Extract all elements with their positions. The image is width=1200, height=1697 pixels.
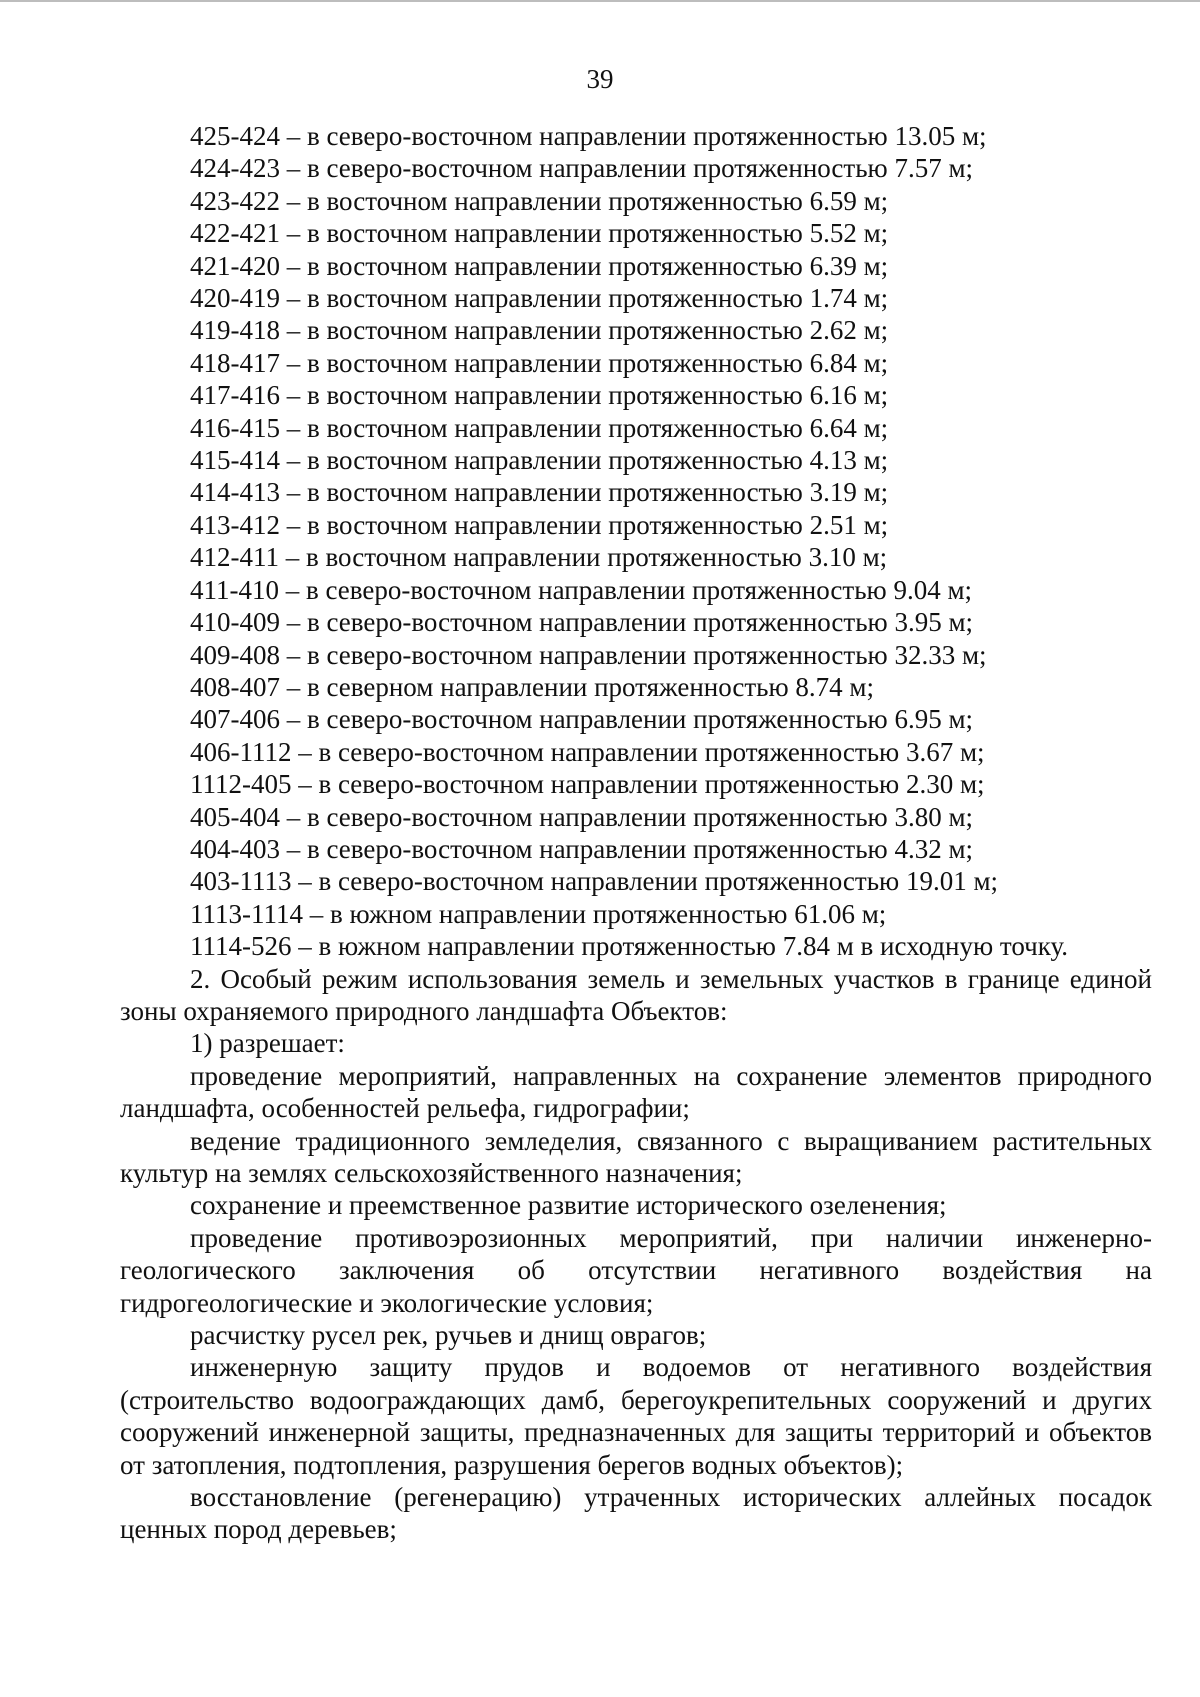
boundary-segment: 423-422 – в восточном направлении протяженностью 6.59 м;: [190, 185, 889, 216]
boundary-segment: 414-413 – в восточном направлении протяженностью 3.19 м;: [190, 477, 889, 508]
boundary-segment: 417-416 – в восточном направлении протяженностью 6.16 м;: [190, 380, 889, 411]
boundary-segment: 415-414 – в восточном направлении протяженностью 4.13 м;: [190, 445, 889, 476]
boundary-segment: 406-1112 – в северо-восточном направлении протяженностью 3.67 м;: [190, 736, 985, 767]
permitted-item: инженерную защиту прудов и водоемов от негативного воздействия (строительство водоограждающих дамб, берегоукрепительных сооружений и других сооружений инженерной защиты, предназначенных для защиты территорий и объектов от затопления, подтопления, разрушения берегов водных объектов);: [120, 1352, 1152, 1480]
page-top-rule: [0, 0, 1200, 2]
boundary-segment: 407-406 – в северо-восточном направлении протяженностью 6.95 м;: [190, 704, 974, 735]
permitted-item: ведение традиционного земледелия, связанного с выращиванием растительных культур на землях сельскохозяйственного назначения;: [120, 1125, 1152, 1188]
boundary-segment: 412-411 – в восточном направлении протяженностью 3.10 м;: [190, 542, 888, 573]
boundary-segment: 416-415 – в восточном направлении протяженностью 6.64 м;: [190, 412, 889, 443]
boundary-segment: 409-408 – в северо-восточном направлении протяженностью 32.33 м;: [190, 639, 987, 670]
boundary-segment: 411-410 – в северо-восточном направлении протяженностью 9.04 м;: [190, 574, 973, 605]
boundary-segment: 422-421 – в восточном направлении протяженностью 5.52 м;: [190, 218, 889, 249]
page-number: 39: [586, 64, 614, 94]
permitted-item: проведение мероприятий, направленных на сохранение элементов природного ландшафта, особенностей рельефа, гидрографии;: [120, 1060, 1152, 1124]
boundary-segment: 420-419 – в восточном направлении протяженностью 1.74 м;: [190, 283, 889, 314]
boundary-segment: 421-420 – в восточном направлении протяженностью 6.39 м;: [190, 250, 889, 281]
boundary-segment: 408-407 – в северном направлении протяженностью 8.74 м;: [190, 671, 875, 702]
permitted-item: сохранение и преемственное развитие исторического озеленения;: [190, 1190, 947, 1221]
boundary-segment: 424-423 – в северо-восточном направлении протяженностью 7.57 м;: [190, 153, 974, 184]
section-2: [120, 963, 1152, 1546]
boundary-segment: 1113-1114 – в южном направлении протяженностью 61.06 м;: [190, 898, 887, 929]
section-heading: 2. Особый режим использования земель и земельных участков в границе единой зоны охраняемого природного ландшафта Объектов:: [120, 963, 1152, 1026]
permitted-item: восстановление (регенерацию) утраченных исторических аллейных посадок ценных пород деревьев;: [120, 1482, 1152, 1545]
boundary-segment: 405-404 – в северо-восточном направлении протяженностью 3.80 м;: [190, 801, 974, 832]
boundary-segment: 410-409 – в северо-восточном направлении протяженностью 3.95 м;: [190, 607, 974, 638]
boundary-segment: 1112-405 – в северо-восточном направлении протяженностью 2.30 м;: [190, 769, 985, 800]
boundary-segment: 418-417 – в восточном направлении протяженностью 6.84 м;: [190, 347, 889, 378]
section-subheading: 1) разрешает:: [190, 1028, 345, 1059]
boundary-segment: 413-412 – в восточном направлении протяженностью 2.51 м;: [190, 509, 889, 540]
boundary-segment: 1114-526 – в южном направлении протяженностью 7.84 м в исходную точку.: [190, 931, 1069, 962]
boundary-segment: 419-418 – в восточном направлении протяженностью 2.62 м;: [190, 315, 889, 346]
permitted-item: расчистку русел рек, ручьев и днищ оврагов;: [190, 1320, 707, 1351]
permitted-item: проведение противоэрозионных мероприятий, при наличии инженерно-геологического заключения об отсутствии негативного воздействия на гидрогеологические и экологические условия;: [120, 1222, 1152, 1318]
boundary-segment-list: [120, 120, 1152, 963]
document-body: [120, 120, 1152, 1546]
boundary-segment: 404-403 – в северо-восточном направлении протяженностью 4.32 м;: [190, 833, 974, 864]
boundary-segment: 403-1113 – в северо-восточном направлении протяженностью 19.01 м;: [190, 866, 999, 897]
boundary-segment: 425-424 – в северо-восточном направлении протяженностью 13.05 м;: [190, 121, 987, 151]
